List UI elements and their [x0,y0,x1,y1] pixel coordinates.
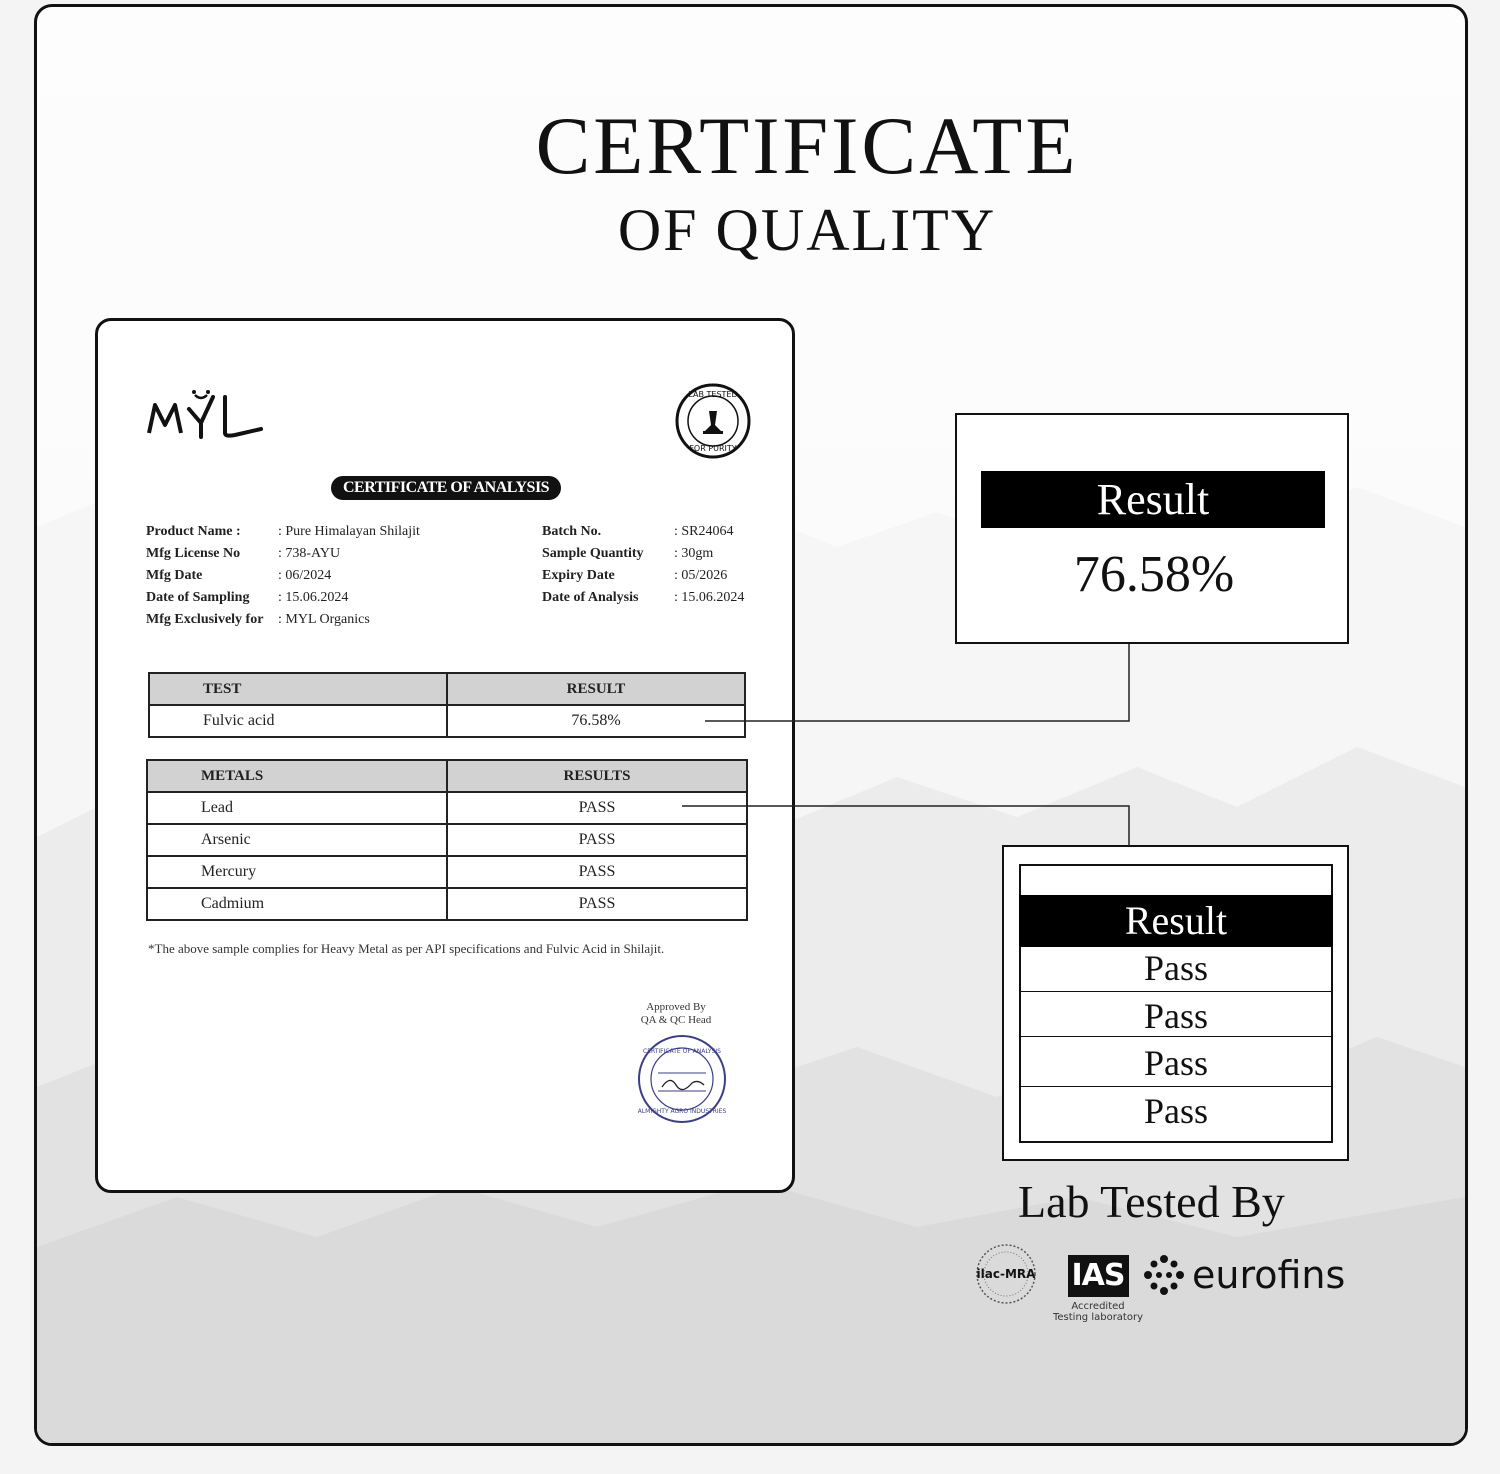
info-row [146,565,420,587]
svg-text:ALMIGHTY AGRO INDUSTRIES: ALMIGHTY AGRO INDUSTRIES [637,1108,727,1115]
info-value: : 05/2026 [674,568,728,583]
eurofins-dots-icon [1142,1253,1186,1297]
column-header-result: RESULT [447,673,745,705]
table-header-row [149,673,745,705]
info-value: : SR24064 [674,524,734,539]
row-divider [1021,1086,1331,1087]
page-title: CERTIFICATE [535,100,1079,191]
ias-logo: IAS [1068,1255,1129,1297]
metal-result-cell: PASS [447,792,747,824]
info-row [146,587,420,609]
column-header-results: RESULTS [447,760,747,792]
info-row [542,587,744,609]
ilac-mra-text: ilac-MRA [976,1267,1036,1281]
ias-caption [1050,1301,1146,1323]
page-subtitle: OF QUALITY [617,197,997,263]
fulvic-result-callout [955,413,1349,644]
table-row [147,856,747,888]
metal-name-cell: Arsenic [147,824,447,856]
info-label: Mfg License No [146,546,241,561]
table-row [147,792,747,824]
info-value: : 15.06.2024 [278,590,349,605]
metal-name-cell: Lead [147,792,447,824]
info-row [542,565,744,587]
approval-block [616,1001,736,1027]
info-label: Expiry Date [542,568,615,583]
metals-result-inner [1019,864,1333,1143]
pass-row: Pass [1143,996,1209,1036]
info-label: Sample Quantity [542,546,644,561]
metal-result-cell: PASS [447,888,747,920]
pass-row: Pass [1143,1043,1209,1083]
info-label: Mfg Exclusively for [146,612,264,627]
info-row [542,521,744,543]
table-row [147,824,747,856]
test-table [148,672,746,738]
metals-table [146,759,748,921]
info-label: Mfg Date [146,568,203,583]
coa-heading: CERTIFICATE OF ANALYSIS [331,476,561,500]
pass-row: Pass [1143,948,1209,988]
info-row [146,609,420,631]
pass-row: Pass [1143,1091,1209,1131]
table-header-row [147,760,747,792]
approver-role: QA & QC Head [640,1014,712,1026]
qa-stamp-seal [636,1033,728,1125]
myl-logo [145,383,265,447]
metal-result-cell: PASS [447,824,747,856]
callout-result-label: Result [981,471,1325,528]
info-value: : Pure Himalayan Shilajit [278,524,420,539]
svg-text:FOR PURITY: FOR PURITY [689,444,737,453]
eurofins-text: eurofins [1192,1253,1346,1297]
svg-text:CERTIFICATE OF ANALYSIS: CERTIFICATE OF ANALYSIS [643,1048,721,1055]
product-info-left [146,521,420,631]
lab-tested-badge [673,381,753,461]
info-row [146,521,420,543]
test-name-cell: Fulvic acid [149,705,447,737]
product-info-right [542,521,744,609]
test-result-cell: 76.58% [447,705,745,737]
svg-text:LAB TESTED: LAB TESTED [688,390,738,399]
ias-caption-line: Testing laboratory [1052,1312,1143,1323]
metal-name-cell: Cadmium [147,888,447,920]
metals-result-callout [1002,845,1349,1161]
table-row [149,705,745,737]
info-label: Product Name : [146,524,241,539]
callout-result-label: Result [1019,895,1333,947]
info-value: : 15.06.2024 [674,590,745,605]
approved-by-label: Approved By [646,1001,706,1013]
callout-result-value: 76.58% [1073,546,1235,603]
ias-caption-line: Accredited [1071,1301,1125,1312]
info-row [542,543,744,565]
row-divider [1021,991,1331,992]
info-label: Date of Analysis [542,590,639,605]
row-divider [1021,1036,1331,1037]
info-value: : 30gm [674,546,714,561]
info-label: Batch No. [542,524,602,539]
info-row [146,543,420,565]
metal-result-cell: PASS [447,856,747,888]
lab-tested-by-heading: Lab Tested By [1018,1176,1285,1227]
column-header-metals: METALS [147,760,447,792]
ilac-mra-logo [975,1243,1037,1305]
compliance-footnote: *The above sample complies for Heavy Metal as per API specifications and Fulvic Acid in Shilajit. [148,941,665,956]
info-value: : 738-AYU [278,546,341,561]
info-label: Date of Sampling [146,590,250,605]
eurofins-logo [1142,1253,1345,1297]
info-value: : MYL Organics [278,612,370,627]
certificate-card [95,318,795,1193]
info-value: : 06/2024 [278,568,332,583]
table-row [147,888,747,920]
ias-accreditation [1050,1255,1146,1323]
column-header-test: TEST [149,673,447,705]
metal-name-cell: Mercury [147,856,447,888]
